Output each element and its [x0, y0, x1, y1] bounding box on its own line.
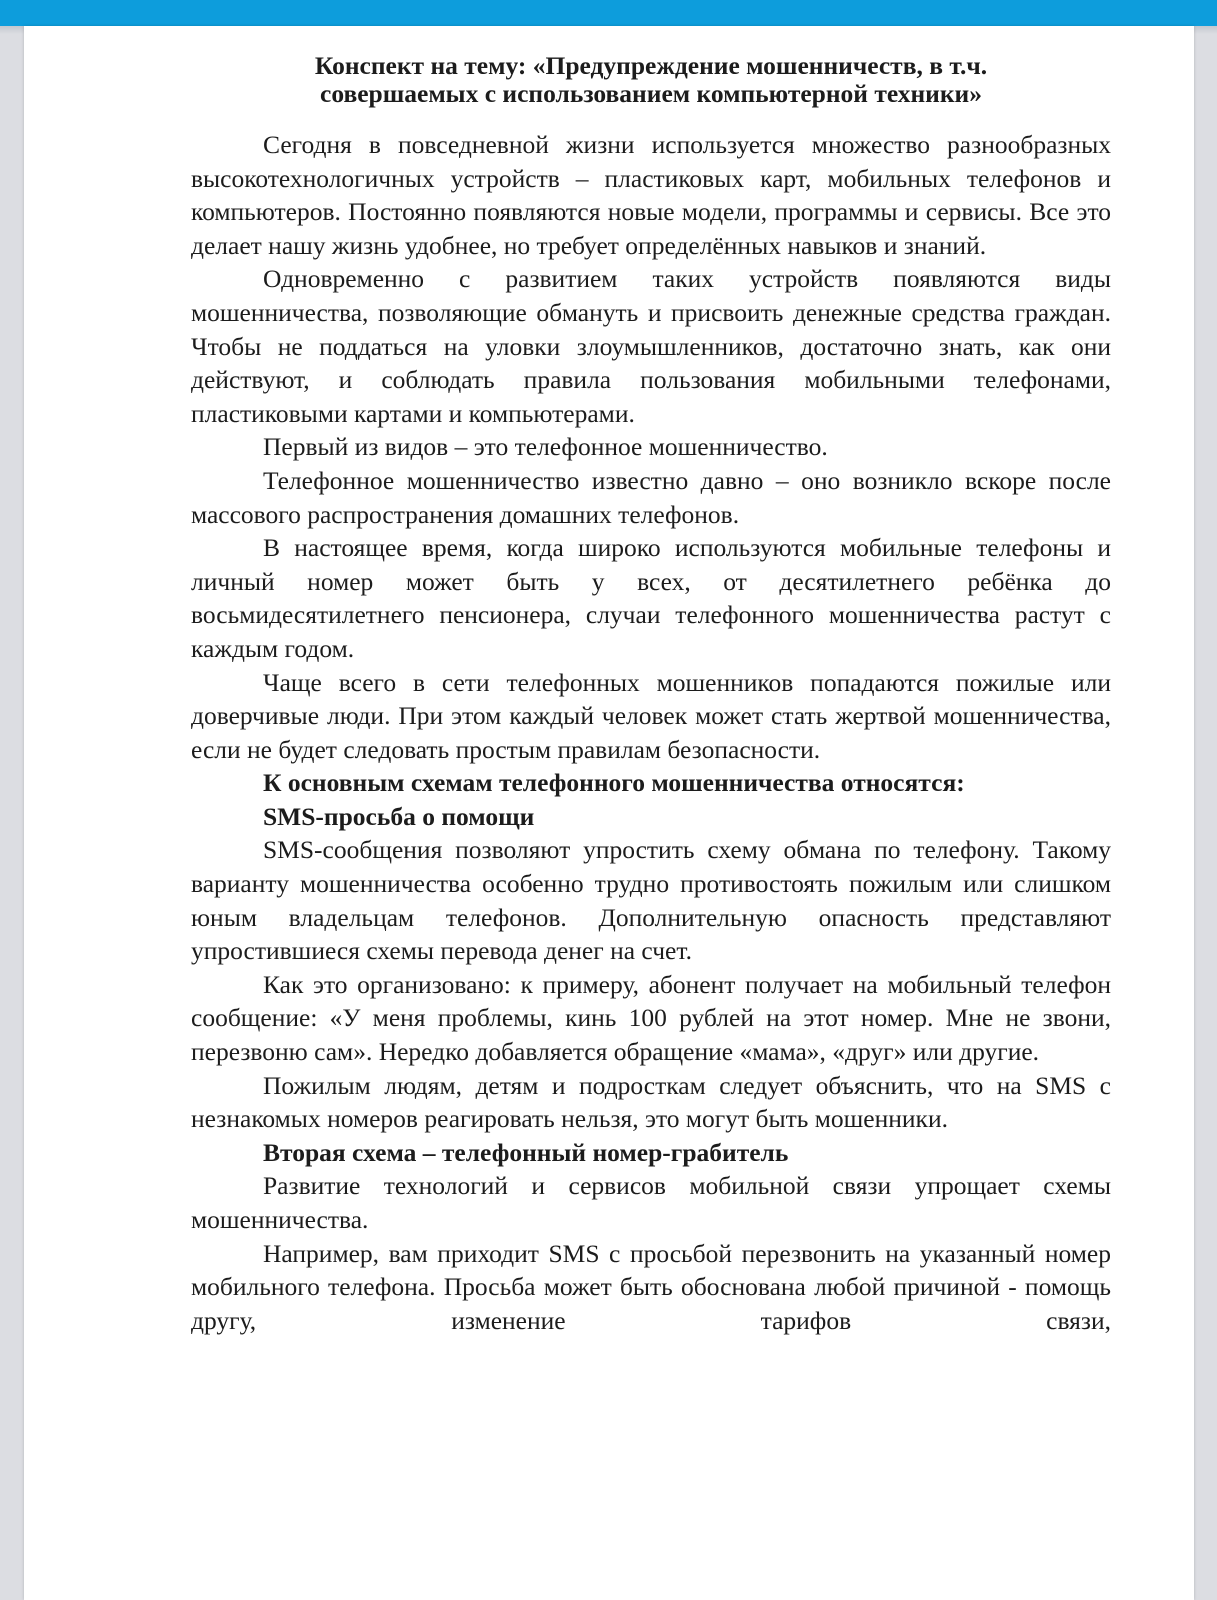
paragraph: Развитие технологий и сервисов мобильной связи упрощает схемы мошенничества.: [191, 1171, 1111, 1234]
paragraph: Пожилым людям, детям и подросткам следует объяснить, что на SMS с незнакомых номеров реагировать нельзя, это могут быть мошенники.: [191, 1070, 1111, 1134]
paragraph: Например, вам приходит SMS с просьбой перезвонить на указанный номер мобильного телефона. Просьба может быть обоснована любой причиной - помощь другу, изменение тарифов связи,: [191, 1238, 1111, 1335]
paragraph: Чаще всего в сети телефонных мошенников попадаются пожилые или доверчивые люди. При этом каждый человек может стать жертвой мошенничества, если не будет следовать простым правилам безопасности.: [191, 667, 1111, 764]
document-title-line-1: Конспект на тему: «Предупреждение мошенничеств, в т.ч.: [314, 51, 988, 80]
app-top-bar: [0, 0, 1217, 26]
paragraph: Сегодня в повседневной жизни используется множество разнообразных высокотехнологичных устройств – пластиковых карт, мобильных телефонов и компьютеров. Постоянно появляются новые модели, программы и сервисы. Все это делает нашу жизнь удобнее, но требует определённых навыков и знаний.: [191, 130, 1111, 260]
paragraph: В настоящее время, когда широко используются мобильные телефоны и личный номер может быть у всех, от десятилетнего ребёнка до восьмидесятилетнего пенсионера, случаи телефонного мошенничества растут с каждым годом.: [191, 533, 1111, 663]
paragraph: SMS-сообщения позволяют упростить схему обмана по телефону. Такому варианту мошенничества особенно трудно противостоять пожилым или слишком юным владельцам телефонов. Дополнительную опасность представляют упростившиеся схемы перевода денег на счет.: [191, 835, 1111, 966]
section-heading: Вторая схема – телефонный номер-грабитель: [263, 1137, 789, 1167]
document-title: [191, 52, 1111, 108]
paragraph: Как это организовано: к примеру, абонент получает на мобильный телефон сообщение: «У меня проблемы, кинь 100 рублей на этот номер. Мне не звони, перезвоню сам». Нередко добавляется обращение «мама», «друг» или другие.: [191, 969, 1111, 1067]
document-title-line-2: совершаемых с использованием компьютерной техники»: [320, 79, 982, 108]
paragraph: Первый из видов – это телефонное мошенничество.: [263, 432, 828, 462]
document-content: [191, 52, 1111, 1337]
section-heading: SMS-просьба о помощи: [263, 801, 535, 831]
paragraph: Телефонное мошенничество известно давно – оно возникло вскоре после массового распространения домашних телефонов.: [191, 465, 1111, 529]
paragraph: Одновременно с развитием таких устройств появляются виды мошенничества, позволяющие обмануть и присвоить денежные средства граждан. Чтобы не поддаться на уловки злоумышленников, достаточно знать, как они действуют, и соблюдать правила пользования мобильными телефонами, пластиковыми картами и компьютерами.: [191, 264, 1111, 428]
section-heading: К основным схемам телефонного мошенничества относятся:: [263, 768, 965, 798]
